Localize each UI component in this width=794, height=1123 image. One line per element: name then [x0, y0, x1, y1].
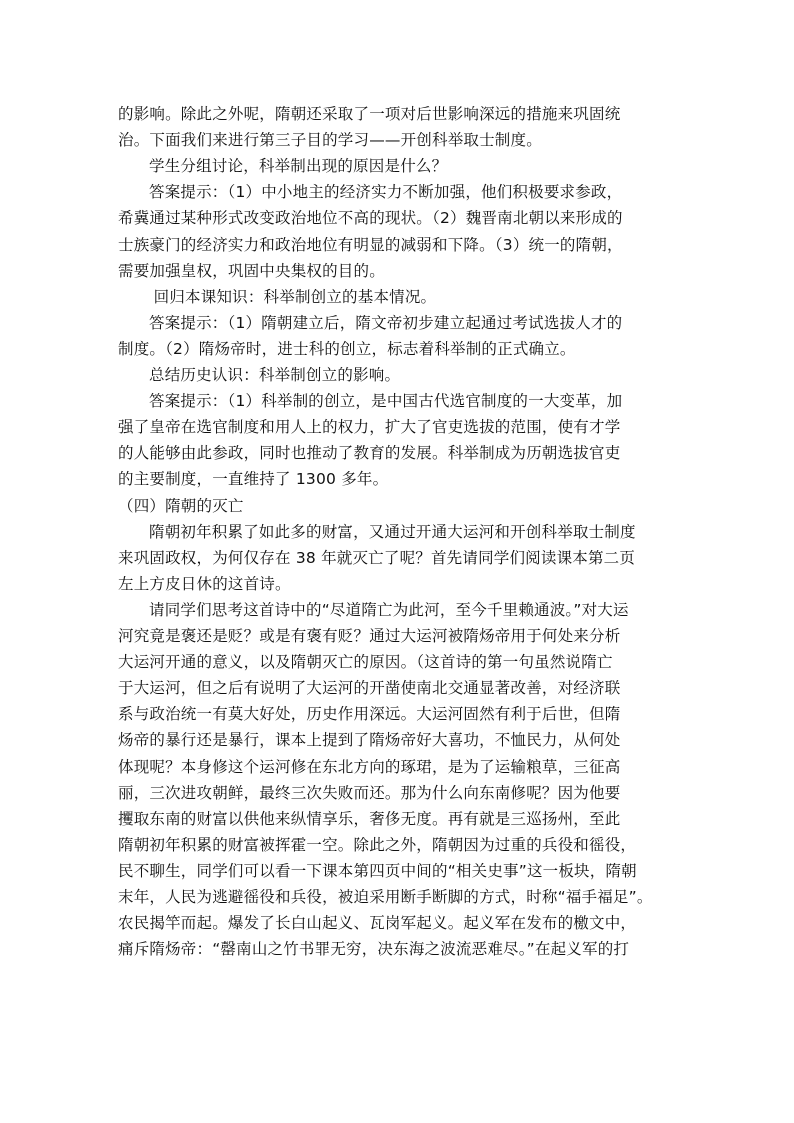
- text-line: 于大运河，但之后有说明了大运河的开凿使南北交通显著改善，对经济联: [118, 679, 621, 698]
- text-line: 隋朝初年积累的财富被挥霍一空。除此之外，隋朝因为过重的兵役和徭役，: [118, 835, 637, 854]
- text-line: 的人能够由此参政，同时也推动了教育的发展。科举制成为历朝选拔官吏: [118, 444, 621, 463]
- text-line: 左上方皮日休的这首诗。: [118, 574, 291, 593]
- text-line: 学生分组讨论，科举制出现的原因是什么？: [149, 157, 448, 176]
- text-line: 攫取东南的财富以供他来纵情享乐，奢侈无度。再有就是三巡扬州，至此: [118, 809, 621, 828]
- text-line: 的主要制度，一直维持了 1300 多年。: [118, 470, 389, 489]
- text-line: 民不聊生，同学们可以看一下课本第四页中间的“相关史事”这一板块，隋朝: [118, 861, 637, 880]
- text-line: 答案提示：（1）科举制的创立，是中国古代选官制度的一大变革，加: [149, 392, 623, 411]
- text-line: 答案提示：（1）隋朝建立后，隋文帝初步建立起通过考试选拔人才的: [149, 313, 623, 332]
- text-line: 答案提示：（1）中小地主的经济实力不断加强，他们积极要求参政，: [149, 183, 623, 202]
- text-line: 希冀通过某种形式改变政治地位不高的现状。（2）魏晋南北朝以来形成的: [118, 209, 623, 228]
- text-line: 士族豪门的经济实力和政治地位有明显的减弱和下降。（3）统一的隋朝，: [118, 235, 623, 254]
- text-line: 末年，人民为逃避徭役和兵役，被迫采用断手断脚的方式，时称“福手福足”。: [118, 888, 653, 906]
- text-line: 河究竟是褒还是贬？或是有褒有贬？通过大运河被隋炀帝用于何处来分析: [118, 627, 621, 645]
- text-line: 的影响。除此之外呢，隋朝还采取了一项对后世影响深远的措施来巩固统: [118, 105, 621, 123]
- text-line: 需要加强皇权，巩固中央集权的目的。: [118, 261, 385, 280]
- text-line: 强了皇帝在选官制度和用人上的权力，扩大了官吏选拔的范围，使有才学: [118, 418, 621, 437]
- text-line: 总结历史认识：科举制创立的影响。: [149, 366, 401, 384]
- text-line: 治。下面我们来进行第三子目的学习——开创科举取士制度。: [118, 131, 542, 150]
- text-line: 丽，三次进攻朝鲜，最终三次失败而还。那为什么向东南修呢？因为他要: [118, 783, 621, 802]
- text-line: 隋朝初年积累了如此多的财富，又通过开通大运河和开创科举取士制度: [149, 522, 636, 541]
- text-line: 炀帝的暴行还是暴行，课本上提到了隋炀帝好大喜功，不恤民力，从何处: [118, 731, 621, 750]
- text-line: 系与政治统一有莫大好处，历史作用深远。大运河固然有利于后世，但隋: [118, 705, 621, 724]
- text-line: 农民揭竿而起。爆发了长白山起义、瓦岗军起义。起义军在发布的檄文中，: [118, 914, 637, 933]
- text-line: 大运河开通的意义，以及隋朝灭亡的原因。（这首诗的第一句虽然说隋亡: [118, 653, 613, 672]
- text-line: 来巩固政权，为何仅存在 38 年就灭亡了呢？首先请同学们阅读课本第二页: [118, 548, 636, 567]
- text-line: 制度。（2）隋炀帝时，进士科的创立，标志着科举制的正式确立。: [118, 339, 576, 358]
- text-line: 体现呢？本身修这个运河修在东北方向的琢珺，是为了运输粮草，三征高: [118, 757, 621, 776]
- text-line: 痛斥隋炀帝：“罄南山之竹书罪无穷，决东海之波流恶难尽。”在起义军的打: [118, 940, 630, 959]
- text-line: （四）隋朝的灭亡: [118, 496, 244, 515]
- text-line: 请同学们思考这首诗中的“尽道隋亡为此河，至今千里赖通波。”对大运: [149, 600, 629, 619]
- text-line: 回归本课知识：科举制创立的基本情况。: [153, 287, 437, 306]
